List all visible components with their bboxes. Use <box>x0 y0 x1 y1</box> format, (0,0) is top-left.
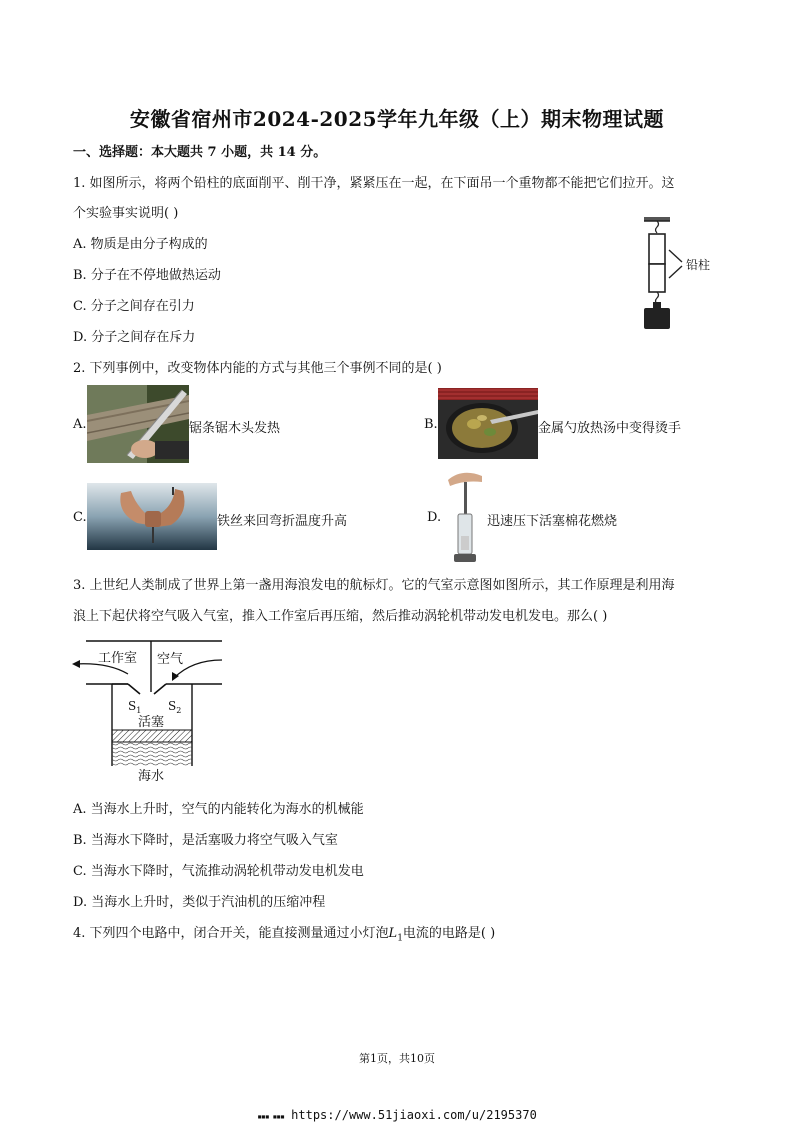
q1-stem-line2: 个实验事实说明( ) <box>73 206 179 221</box>
q2-option-c-letter: C. <box>73 510 87 525</box>
q3-option-a: A. 当海水上升时，空气的内能转化为海水的机械能 <box>73 802 364 817</box>
q2-option-b-caption: 金属勺放热汤中变得烫手 <box>538 421 682 436</box>
source-url: ▪▪▪ ▪▪▪ https://www.51jiaoxi.com/u/2195370 <box>257 1108 537 1122</box>
lead-cylinder-label: 铅柱 <box>686 258 711 272</box>
air-chamber-diagram <box>68 638 226 784</box>
q2-option-a-letter: A. <box>73 417 87 432</box>
q2-option-b-letter: B. <box>424 417 438 432</box>
valve-s1-label: $S_1$ <box>128 699 142 715</box>
q1-stem-line1: 1. 如图所示，将两个铅柱的底面削平、削干净，紧紧压在一起，在下面吊一个重物都不能把它们拉开。这 <box>73 176 675 191</box>
q1-option-b: B. 分子在不停地做热运动 <box>73 268 221 283</box>
page-footer: 第1页，共10页 <box>359 1052 435 1065</box>
valve-s2-label: $S_2$ <box>168 699 182 715</box>
spoon-soup-photo <box>438 388 538 459</box>
air-label: 空气 <box>157 652 184 667</box>
piston-label: 活塞 <box>138 715 165 730</box>
q2-stem: 2. 下列事例中，改变物体内能的方式与其他三个事例不同的是( ) <box>73 361 442 376</box>
piston-cotton-photo <box>442 464 488 566</box>
q3-stem-line1: 3. 上世纪人类制成了世界上第一盏用海浪发电的航标灯。它的气室示意图如图所示，其工作原理是利用海 <box>73 578 675 593</box>
q2-option-d-letter: D. <box>427 510 442 525</box>
bend-wire-photo <box>87 483 217 550</box>
q3-stem-line2: 浪上下起伏将空气吸入气室，推入工作室后再压缩，然后推动涡轮机带动发电机发电。那么( ) <box>73 609 608 624</box>
saw-wood-photo <box>87 385 189 463</box>
q3-option-d: D. 当海水上升时，类似于汽油机的压缩冲程 <box>73 895 326 910</box>
lead-cylinder-figure <box>636 216 726 332</box>
work-room-label: 工作室 <box>98 651 138 666</box>
q3-option-c: C. 当海水下降时，气流推动涡轮机带动发电机发电 <box>73 864 364 879</box>
q2-option-a-caption: 锯条锯木头发热 <box>189 421 281 436</box>
q3-option-b: B. 当海水下降时，是活塞吸力将空气吸入气室 <box>73 833 338 848</box>
q1-option-c: C. 分子之间存在引力 <box>73 299 195 314</box>
q1-option-a: A. 物质是由分子构成的 <box>73 237 208 252</box>
sea-water-label: 海水 <box>138 769 165 784</box>
q2-option-d-caption: 迅速压下活塞棉花燃烧 <box>487 514 618 529</box>
section-heading: 一、选择题：本大题共 7 小题，共 14 分。 <box>73 145 327 160</box>
q2-option-c-caption: 铁丝来回弯折温度升高 <box>217 514 348 529</box>
q4-stem: 4. 下列四个电路中，闭合开关，能直接测量通过小灯泡$L_1$电流的电路是( ) <box>73 926 496 944</box>
q1-option-d: D. 分子之间存在斥力 <box>73 330 196 345</box>
page-title: 安徽省宿州市2024-2025学年九年级（上）期末物理试题 <box>129 107 665 131</box>
